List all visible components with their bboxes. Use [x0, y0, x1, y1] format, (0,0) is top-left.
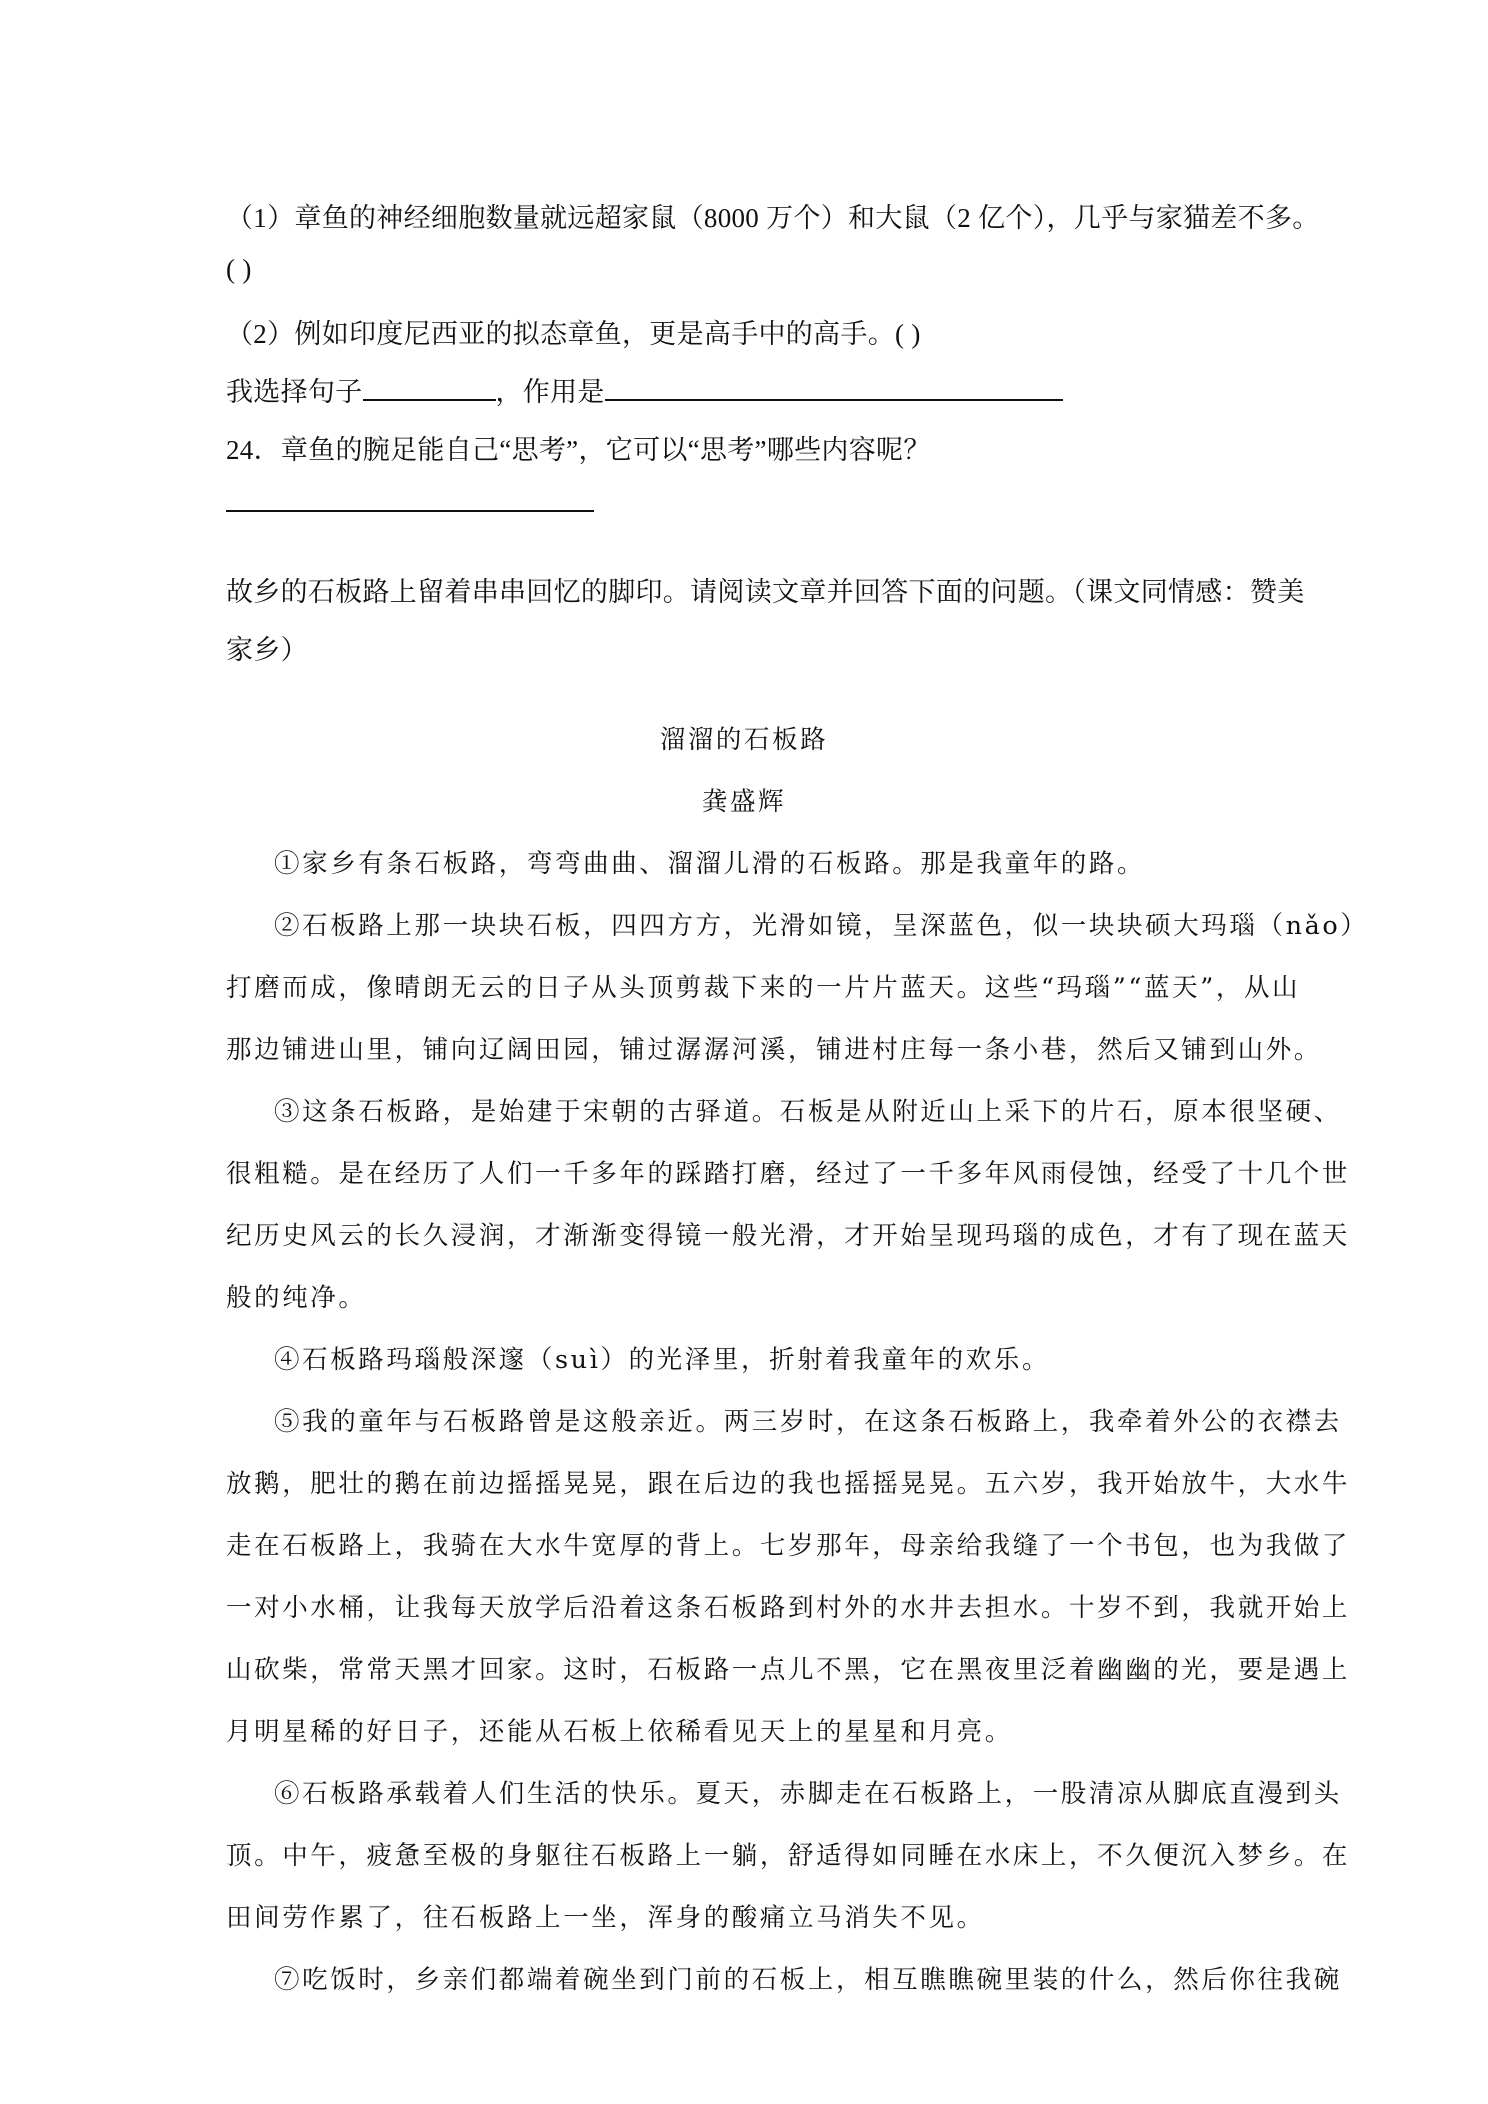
paragraph-2-line: 打磨而成，像晴朗无云的日子从头顶剪裁下来的一片片蓝天。这些“玛瑙”“蓝天”，从山: [226, 973, 1301, 1003]
paragraph-1-line: ①家乡有条石板路，弯弯曲曲、溜溜儿滑的石板路。那是我童年的路。: [274, 849, 1146, 879]
paragraph-3-line: 般的纯净。: [226, 1283, 367, 1313]
paragraph-5-line: 放鹅，肥壮的鹅在前边摇摇晃晃，跟在后边的我也摇摇晃晃。五六岁，我开始放牛，大水牛: [226, 1469, 1351, 1499]
q23-item-1: （1）章鱼的神经细胞数量就远超家鼠（8000 万个）和大鼠（2 亿个），几乎与家猫差不多。: [226, 203, 1320, 233]
paragraph-5-line: 走在石板路上，我骑在大水牛宽厚的背上。七岁那年，母亲给我缝了一个书包，也为我做了: [226, 1531, 1351, 1561]
paragraph-2-line: ②石板路上那一块块石板，四四方方，光滑如镜，呈深蓝色，似一块块硕大玛瑙（nǎo）: [274, 911, 1369, 941]
paragraph-4-line: ④石板路玛瑙般深邃（suì）的光泽里，折射着我童年的欢乐。: [274, 1345, 1051, 1375]
q23-item-1-answer-paren[interactable]: ( ): [226, 254, 252, 284]
paragraph-3-line: 很粗糙。是在经历了人们一千多年的踩踏打磨，经过了一千多年风雨侵蚀，经受了十几个世: [226, 1159, 1351, 1189]
q23-choose-mid: ，作用是: [495, 377, 605, 407]
q23-choose-line: [226, 370, 1063, 409]
intro-line-2: 家乡）: [226, 635, 308, 665]
paragraph-5-line: 山砍柴，常常天黑才回家。这时，石板路一点儿不黑，它在黑夜里泛着幽幽的光，要是遇上: [226, 1655, 1351, 1685]
sentence-choice-blank[interactable]: [363, 373, 496, 401]
intro-line-1: 故乡的石板路上留着串串回忆的脚印。请阅读文章并回答下面的问题。（课文同情感：赞美: [226, 577, 1305, 607]
article-author: 龚盛辉: [701, 787, 787, 817]
paragraph-5-line: 一对小水桶，让我每天放学后沿着这条石板路到村外的水井去担水。十岁不到，我就开始上: [226, 1593, 1351, 1623]
paragraph-3-line: ③这条石板路，是始建于宋朝的古驿道。石板是从附近山上采下的片石，原本很坚硬、: [274, 1097, 1342, 1127]
q23-choose-prefix: 我选择句子: [226, 377, 363, 407]
q24-question: 24．章鱼的腕足能自己“思考”，它可以“思考”哪些内容呢？: [226, 435, 931, 465]
q24-answer-line[interactable]: [226, 510, 594, 512]
paragraph-6-line: 顶。中午，疲惫至极的身躯往石板路上一躺，舒适得如同睡在水床上，不久便沉入梦乡。在: [226, 1841, 1351, 1871]
q23-item-2: （2）例如印度尼西亚的拟态章鱼，更是高手中的高手。( ): [226, 319, 921, 349]
paragraph-3-line: 纪历史风云的长久浸润，才渐渐变得镜一般光滑，才开始呈现玛瑙的成色，才有了现在蓝天: [226, 1221, 1351, 1251]
article-title: 溜溜的石板路: [659, 725, 829, 755]
function-answer-blank[interactable]: [605, 373, 1063, 401]
paragraph-5-line: 月明星稀的好日子，还能从石板上依稀看见天上的星星和月亮。: [226, 1717, 1013, 1747]
paragraph-6-line: ⑥石板路承载着人们生活的快乐。夏天，赤脚走在石板路上，一股清凉从脚底直漫到头: [274, 1779, 1342, 1809]
paragraph-7-line: ⑦吃饭时，乡亲们都端着碗坐到门前的石板上，相互瞧瞧碗里装的什么，然后你往我碗: [274, 1965, 1342, 1995]
paragraph-2-line: 那边铺进山里，铺向辽阔田园，铺过潺潺河溪，铺进村庄每一条小巷，然后又铺到山外。: [226, 1035, 1322, 1065]
paragraph-5-line: ⑤我的童年与石板路曾是这般亲近。两三岁时，在这条石板路上，我牵着外公的衣襟去: [274, 1407, 1342, 1437]
paragraph-6-line: 田间劳作累了，往石板路上一坐，浑身的酸痛立马消失不见。: [226, 1903, 985, 1933]
